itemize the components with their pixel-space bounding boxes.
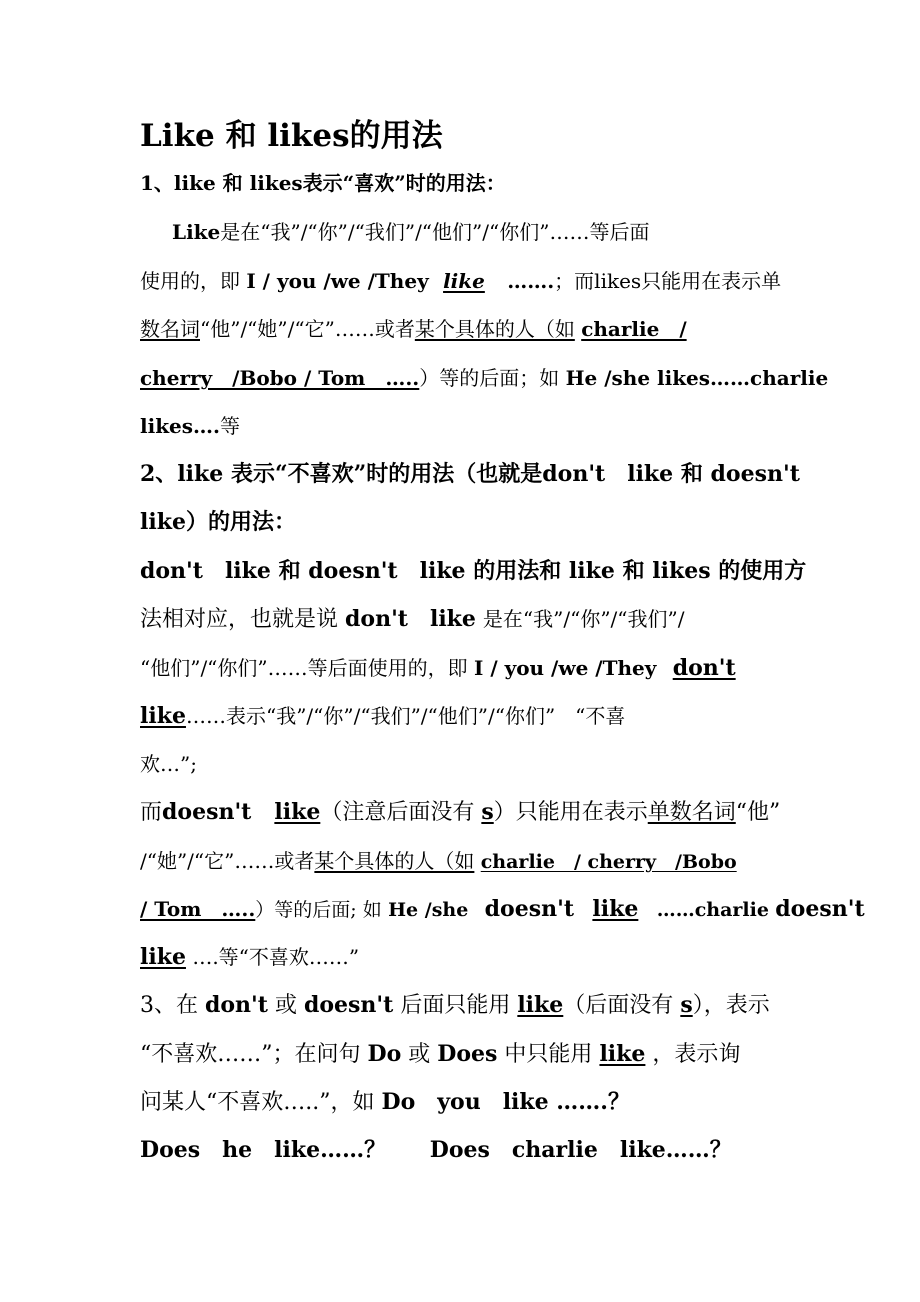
section-1-line-3: 数名词“他”/“她”/“它”……或者某个具体的人（如 charlie / — [140, 317, 687, 341]
section-2-heading-cont: like）的用法： — [140, 509, 296, 535]
section-2-line-9: like ….等“不喜欢……” — [140, 944, 360, 970]
section-3-line-1: 3、在 don't 或 doesn't 后面只能用 like（后面没有 s），表示 — [140, 992, 770, 1018]
section-2-line-6: 而doesn't like（注意后面没有 s）只能用在表示单数名词“他” — [140, 799, 781, 825]
section-3-line-3: 问某人“不喜欢…..”，如 Do you like …….？ — [140, 1089, 630, 1115]
section-2-heading: 2、like 表示“不喜欢”时的用法（也就是don't like 和 doesn't — [140, 461, 800, 487]
section-2-line-5: 欢…”; — [140, 752, 197, 776]
section-2-line-8: / Tom …..）等的后面; 如 He /she doesn't like ……charlie doesn't — [140, 896, 865, 922]
section-2-line-7: /“她”/“它”……或者某个具体的人（如 charlie / cherry /Bobo — [140, 849, 737, 873]
section-2-line-2: 法相对应，也就是说 don't like 是在“我”/“你”/“我们”/ — [140, 606, 685, 632]
section-1-line-4: cherry /Bobo / Tom …..）等的后面；如 He /she likes……charlie — [140, 366, 829, 390]
section-2-line-4: like……表示“我”/“你”/“我们”/“他们”/“你们” “不喜 — [140, 703, 626, 729]
section-1-line-5: likes….等 — [140, 414, 240, 438]
page-title: Like 和 likes的用法 — [140, 118, 443, 154]
section-2-line-3: “他们”/“你们”……等后面使用的，即 I / you /we /They don't — [140, 655, 736, 681]
section-3-line-4: Does he like……？ Does charlie like……？ — [140, 1137, 732, 1163]
section-1-line-1: Like是在“我”/“你”/“我们”/“他们”/“你们”……等后面 — [172, 220, 650, 244]
section-3-line-2: “不喜欢……”；在问句 Do 或 Does 中只能用 like ，表示询 — [140, 1041, 741, 1067]
section-1-line-2: 使用的，即 I / you /we /They like …….；而likes只能用在表示单 — [140, 269, 782, 293]
section-2-line-1: don't like 和 doesn't like 的用法和 like 和 likes 的使用方 — [140, 558, 807, 584]
section-1-heading: 1、like 和 likes表示“喜欢”时的用法： — [140, 171, 506, 195]
